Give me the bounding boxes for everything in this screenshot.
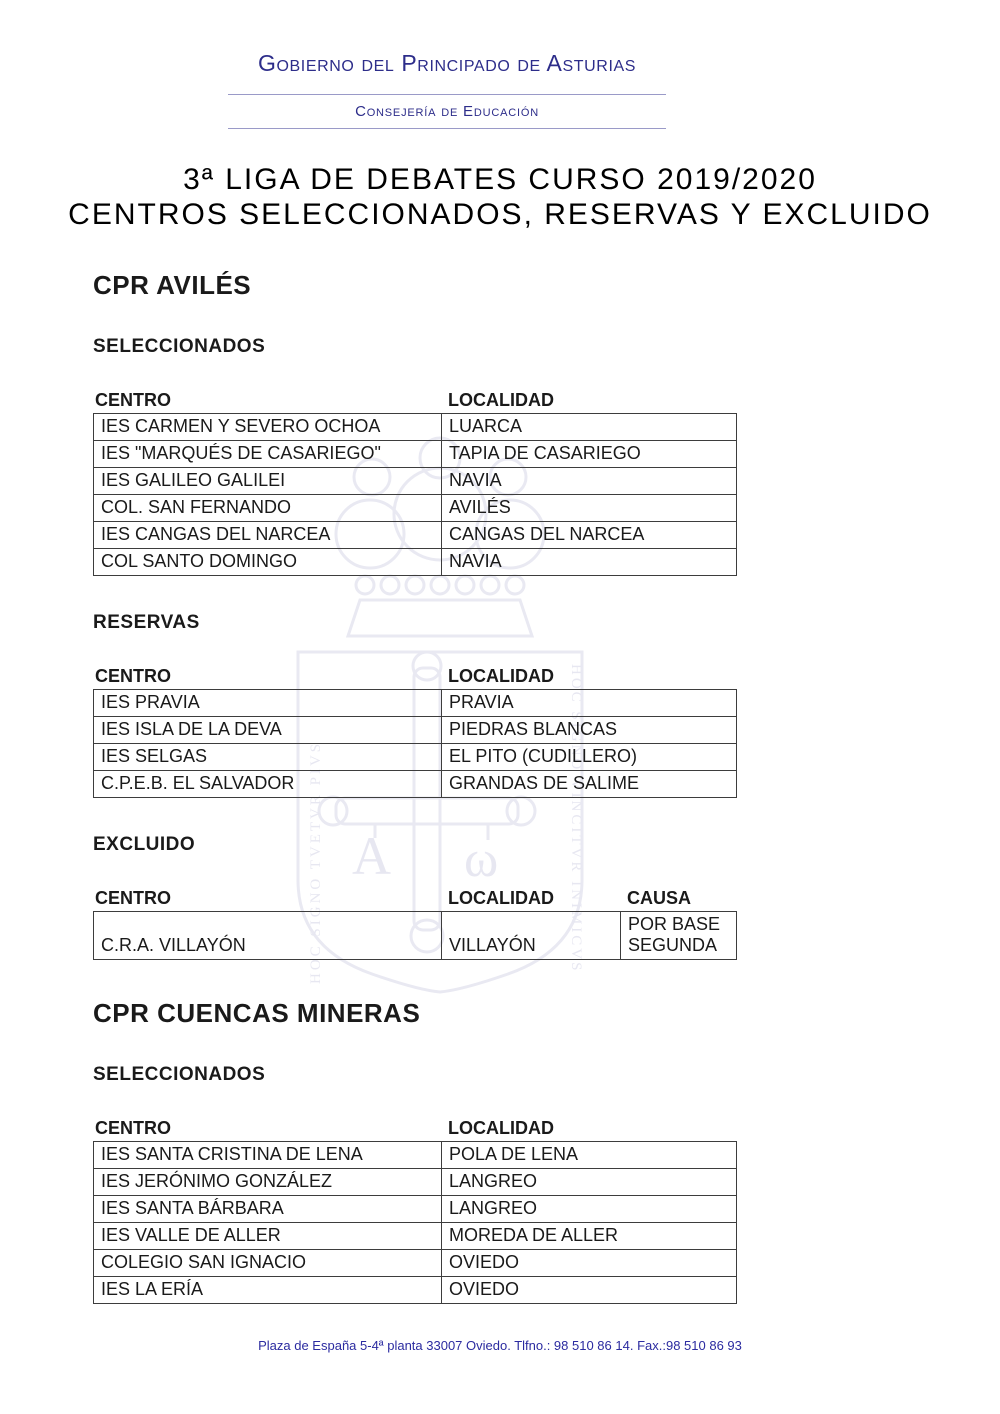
table-row [94, 1250, 736, 1277]
page-footer: Plaza de España 5-4ª planta 33007 Oviedo. Tlfno.: 98 510 86 14. Fax.:98 510 86 93 [258, 1338, 742, 1353]
table-header-row [93, 390, 737, 411]
data-table [93, 1141, 737, 1304]
table-row [94, 771, 736, 797]
table-cell: POR BASE SEGUNDA [620, 912, 736, 959]
table-cell: VILLAYÓN [441, 912, 620, 959]
table-cell: IES ISLA DE LA DEVA [101, 719, 282, 739]
table-cell: IES SANTA CRISTINA DE LENA [101, 1144, 363, 1164]
column-header: CENTRO [95, 666, 171, 686]
table-cell: C.P.E.B. EL SALVADOR [101, 773, 295, 793]
column-header: CENTRO [95, 390, 171, 410]
department-name: Consejería de Educación [355, 103, 539, 120]
data-table [93, 689, 737, 798]
table-row [94, 744, 736, 771]
table-cell: TAPIA DE CASARIEGO [441, 441, 736, 467]
table-cell: LUARCA [441, 414, 736, 440]
omega-glyph: ω [464, 831, 499, 888]
table-cell: IES GALILEO GALILEI [101, 470, 286, 490]
table-cell: COL. SAN FERNANDO [101, 497, 292, 517]
column-header: LOCALIDAD [448, 1118, 554, 1138]
table-row [94, 414, 736, 441]
table-row [94, 1223, 736, 1250]
document-body [93, 270, 737, 1304]
column-header: CENTRO [95, 888, 171, 908]
watermark-motto-right: HOC SIGNO VINCITVR INIMICVS [568, 664, 584, 974]
data-table [93, 911, 737, 960]
government-name: Gobierno del Principado de Asturias [257, 50, 637, 76]
group-heading: EXCLUIDO [93, 834, 196, 855]
table-cell: AVILÉS [441, 495, 736, 521]
table-header-row [93, 888, 737, 909]
letterhead-rule-top [228, 94, 666, 95]
table-row [94, 495, 736, 522]
watermark-motto-left: HOC SIGNO TVETVR PIVS [308, 740, 324, 984]
document-title [0, 162, 1000, 232]
group-heading: RESERVAS [93, 612, 200, 633]
data-table [93, 413, 737, 576]
table-cell: IES SELGAS [101, 746, 208, 766]
table-cell: IES PRAVIA [101, 692, 200, 712]
table-row [94, 690, 736, 717]
table-cell: IES LA ERÍA [101, 1279, 204, 1299]
table-cell: POLA DE LENA [441, 1142, 736, 1168]
letterhead [228, 0, 666, 129]
document-title-line1: 3ª LIGA DE DEBATES CURSO 2019/2020 [183, 163, 817, 196]
table-row [94, 912, 736, 959]
table-cell: PIEDRAS BLANCAS [441, 717, 736, 743]
table-cell: PRAVIA [441, 690, 736, 716]
table-row [94, 522, 736, 549]
table-row [94, 717, 736, 744]
document-title-line2: CENTROS SELECCIONADOS, RESERVAS Y EXCLUIDO [68, 198, 932, 231]
table-row [94, 1142, 736, 1169]
column-header: CAUSA [627, 888, 692, 908]
table-cell: IES VALLE DE ALLER [101, 1225, 281, 1245]
column-header: LOCALIDAD [448, 888, 554, 908]
section-heading: CPR CUENCAS MINERAS [93, 998, 421, 1028]
table-cell: NAVIA [441, 549, 736, 575]
table-row [94, 549, 736, 575]
table-cell: IES CARMEN Y SEVERO OCHOA [101, 416, 381, 436]
table-row [94, 1169, 736, 1196]
table-row [94, 1277, 736, 1303]
letterhead-rule-bottom [228, 128, 666, 129]
table-header-row [93, 666, 737, 687]
group-heading: SELECCIONADOS [93, 1064, 266, 1085]
table-cell: MOREDA DE ALLER [441, 1223, 736, 1249]
group-heading: SELECCIONADOS [93, 336, 266, 357]
table-cell: IES JERÓNIMO GONZÁLEZ [101, 1171, 333, 1191]
table-cell: CANGAS DEL NARCEA [441, 522, 736, 548]
table-cell: COLEGIO SAN IGNACIO [101, 1252, 307, 1272]
table-cell: IES "MARQUÉS DE CASARIEGO" [101, 443, 381, 463]
table-cell: COL SANTO DOMINGO [101, 551, 298, 571]
table-cell: LANGREO [441, 1196, 736, 1222]
table-cell: IES SANTA BÁRBARA [101, 1198, 284, 1218]
table-row [94, 441, 736, 468]
section-heading: CPR AVILÉS [93, 270, 252, 300]
column-header: LOCALIDAD [448, 390, 554, 410]
table-header-row [93, 1118, 737, 1139]
table-cell: EL PITO (CUDILLERO) [441, 744, 736, 770]
table-cell: OVIEDO [441, 1250, 736, 1276]
column-header: CENTRO [95, 1118, 171, 1138]
table-row [94, 1196, 736, 1223]
table-cell: OVIEDO [441, 1277, 736, 1303]
table-cell: IES CANGAS DEL NARCEA [101, 524, 331, 544]
table-row [94, 468, 736, 495]
table-cell: LANGREO [441, 1169, 736, 1195]
table-cell: GRANDAS DE SALIME [441, 771, 736, 797]
table-cell: NAVIA [441, 468, 736, 494]
table-cell: C.R.A. VILLAYÓN [101, 935, 246, 955]
alpha-glyph: Α [352, 826, 391, 886]
column-header: LOCALIDAD [448, 666, 554, 686]
